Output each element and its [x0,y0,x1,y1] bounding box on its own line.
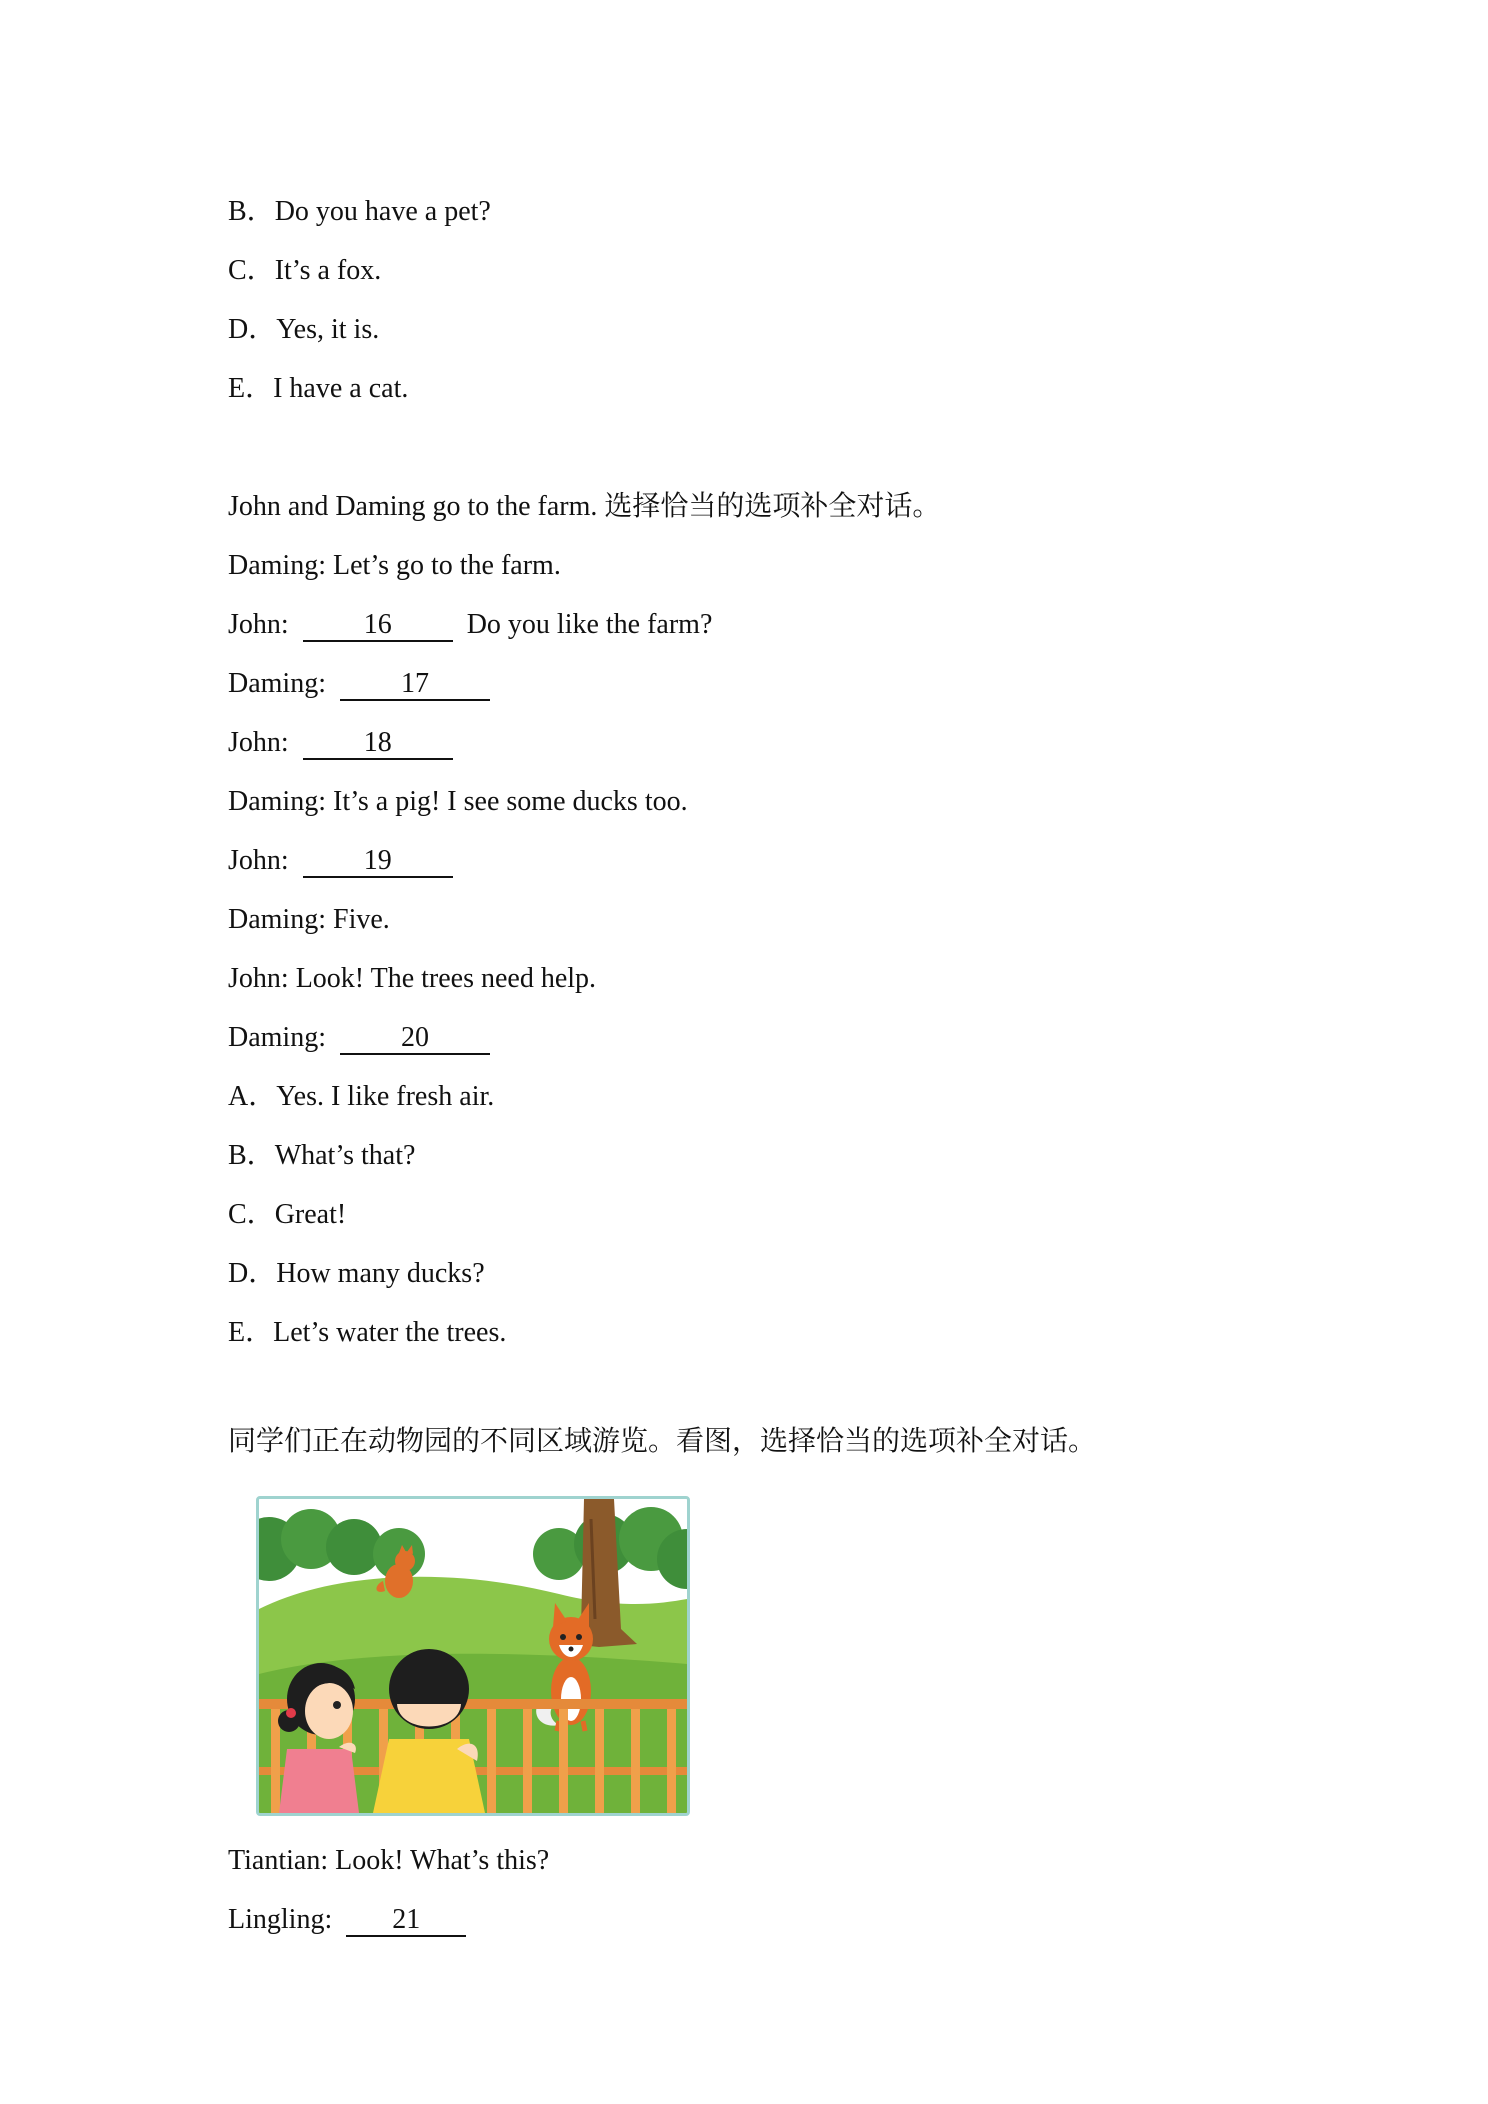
dialogue-line [228,961,596,997]
dialogue-line [228,902,390,938]
dialogue-text: Do you like the farm? [466,609,713,640]
dialogue-text: Five. [333,904,390,935]
dialogue-line [228,666,490,702]
speaker: Daming: [228,668,326,699]
answer-blank[interactable]: 17 [340,669,490,701]
option-text: Yes. I like fresh air. [276,1081,495,1112]
speaker: Tiantian: [228,1845,329,1876]
dialogue-line [228,725,453,761]
answer-blank[interactable]: 21 [346,1905,466,1937]
dialogue-line [228,607,712,643]
answer-blank[interactable]: 18 [303,728,453,760]
answer-blank[interactable]: 16 [303,610,453,642]
speaker: Daming: [228,550,326,581]
option-letter: D． [228,1258,277,1289]
speaker: Daming: [228,786,326,817]
option-text: Let’s water the trees. [273,1317,507,1348]
speaker: John: [228,727,289,758]
option-c [228,1197,346,1233]
dialogue-line [228,1902,466,1938]
speaker: Daming: [228,1022,326,1053]
option-letter: A． [228,1081,277,1112]
dialogue-text: Let’s go to the farm. [333,550,561,581]
section2-instruction: John and Daming go to the farm. 选择恰当的选项补全对话。 [228,491,941,522]
option-d [228,1256,485,1292]
dialogue-line [228,784,688,820]
dialogue-text: It’s a pig! I see some ducks too. [333,786,688,817]
dialogue-text: Look! What’s this? [335,1845,550,1876]
answer-blank[interactable]: 19 [303,846,453,878]
speaker: Daming: [228,904,326,935]
option-text: How many ducks? [276,1258,485,1289]
option-e [228,371,408,407]
option-e [228,1315,506,1351]
option-letter: E． [228,1317,274,1348]
dialogue-line [228,1843,549,1879]
option-letter: C． [228,255,275,286]
section3-instruction: 同学们正在动物园的不同区域游览。看图，选择恰当的选项补全对话。 [228,1426,1097,1457]
option-letter: B． [228,196,275,227]
option-text: What’s that? [274,1140,416,1171]
speaker: John: [228,845,289,876]
dialogue-line [228,843,453,879]
option-letter: B． [228,1140,275,1171]
option-text: Yes, it is. [276,314,380,345]
dialogue-text: Look! The trees need help. [295,963,597,994]
dialogue-line [228,1020,490,1056]
option-letter: D． [228,314,277,345]
speaker: John: [228,963,289,994]
option-letter: C． [228,1199,275,1230]
option-text: I have a cat. [273,373,409,404]
dialogue-line [228,548,561,584]
option-a [228,1079,494,1115]
option-text: It’s a fox. [274,255,382,286]
option-d [228,312,379,348]
option-b [228,1138,415,1174]
answer-blank[interactable]: 20 [340,1023,490,1055]
speaker: Lingling: [228,1904,333,1935]
option-b [228,194,491,230]
speaker: John: [228,609,289,640]
option-text: Do you have a pet? [274,196,491,227]
option-text: Great! [274,1199,347,1230]
option-letter: E． [228,373,274,404]
option-c [228,253,381,289]
zoo-illustration [256,1496,690,1816]
